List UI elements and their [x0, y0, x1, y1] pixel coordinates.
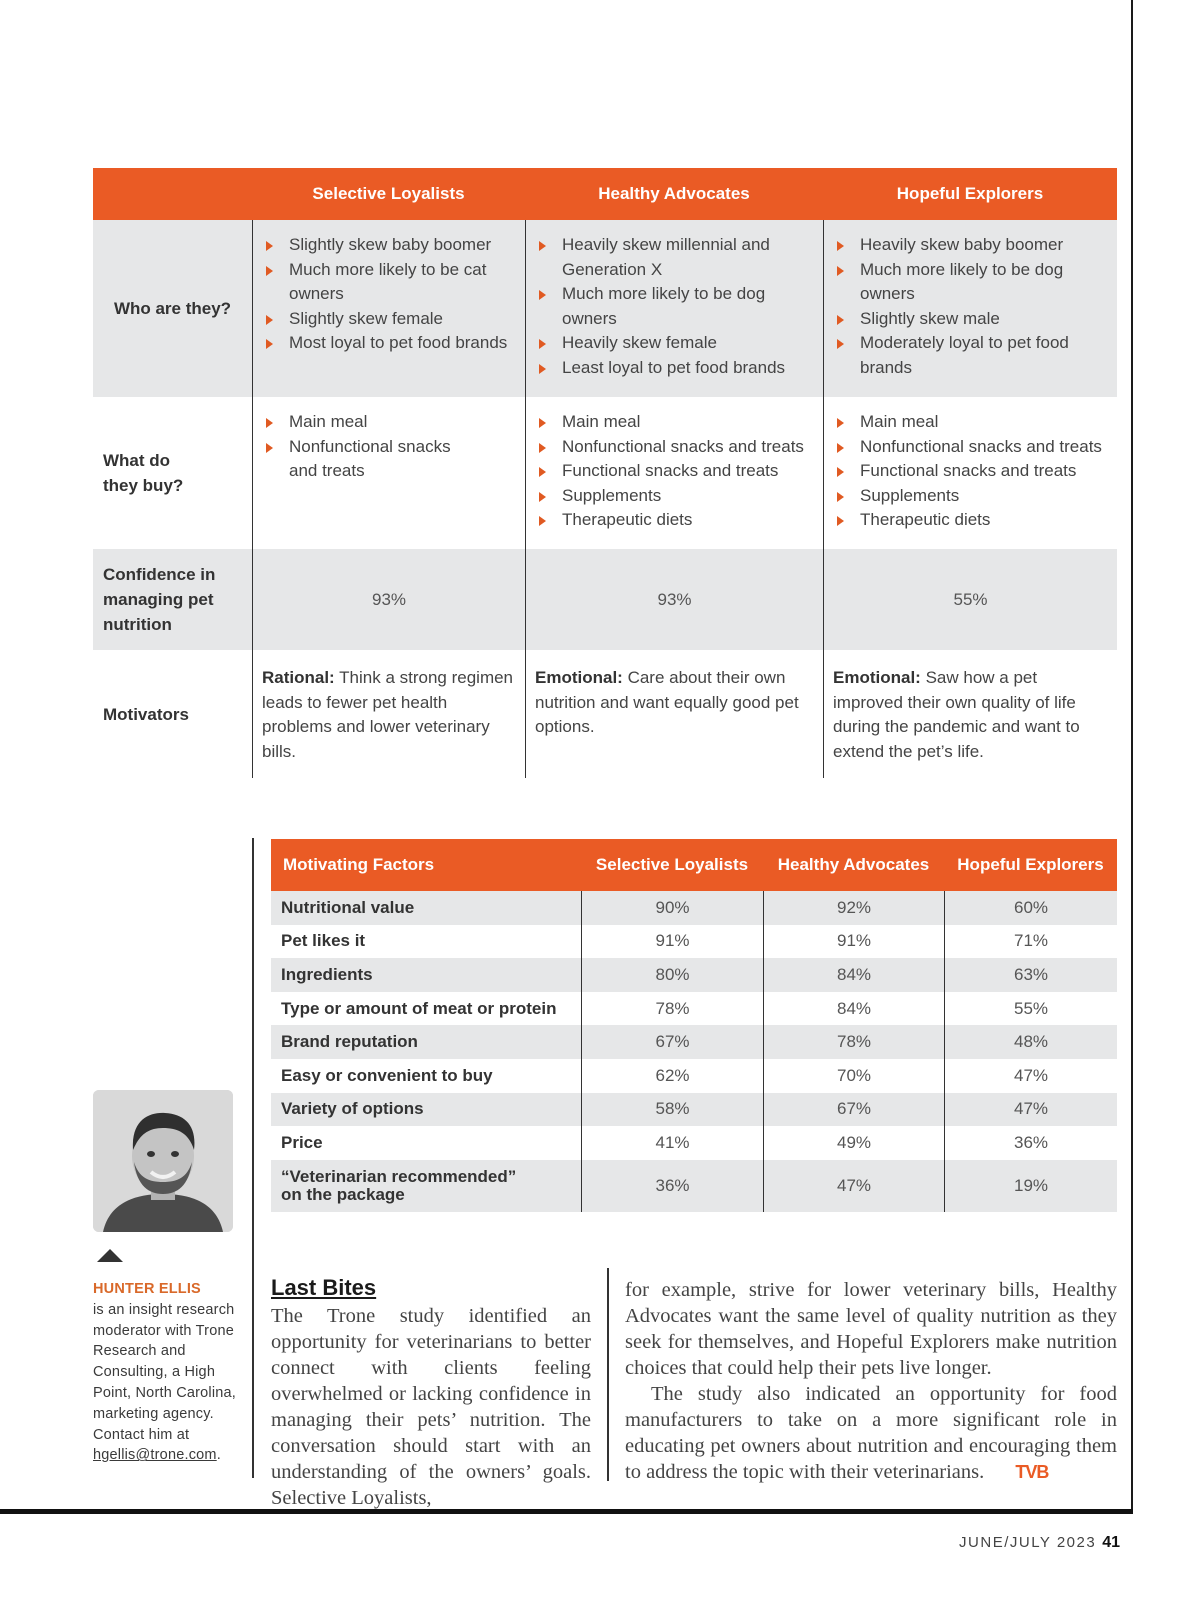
list-item: Main meal: [263, 410, 517, 435]
list-item: Therapeutic diets: [536, 508, 815, 533]
bullet-list: [824, 397, 1117, 543]
column-header: Selective Loyalists: [595, 855, 749, 874]
author-photo: [93, 1090, 233, 1232]
article-paragraph: for example, strive for lower veterinary bills, Healthy Advocates want the same level of quality nutrition as they seek for themselves, and Hopeful Explorers make nutrition choices that could help their pets live longer.: [625, 1279, 1117, 1379]
table-row: Type or amount of meat or protein 78% 84% 55%: [271, 992, 1117, 1026]
list-item: Least loyal to pet food brands: [536, 356, 815, 381]
article-column-1: The Trone study identified an opportunity for veterinarians to better connect with clients feeling overwhelmed or lacking confidence in managing their pets’ nutrition. The conversation should start with an understanding of the owners’ goals. Selective Loyalists,: [271, 1305, 591, 1509]
author-description: is an insight research moderator with Trone Research and Consulting, a High Point, North Carolina, marketing agency. Contact him at: [93, 1301, 237, 1443]
table-row: Variety of options 58% 67% 47%: [271, 1093, 1117, 1127]
list-item: Functional snacks and treats: [536, 459, 815, 484]
table-row: “Veterinarian recommended” on the package 36% 47% 19%: [271, 1160, 1117, 1212]
table-row: Price 41% 49% 36%: [271, 1126, 1117, 1160]
column-divider: [607, 1268, 609, 1481]
list-item: Slightly skew male: [834, 307, 1109, 332]
author-bio: HUNTER ELLIS is an insight research moderator with Trone Research and Consulting, a High Point, North Carolina, marketing agency. Contact him at hgellis@trone.com.: [93, 1281, 237, 1464]
list-item: Most loyal to pet food brands: [263, 331, 517, 356]
bullet-list: [824, 220, 1117, 391]
list-item: Supplements: [536, 484, 815, 509]
list-item: Functional snacks and treats: [834, 459, 1109, 484]
factors-table-header: [271, 839, 1117, 891]
confidence-value: 93%: [657, 589, 692, 609]
column-header: Hopeful Explorers: [957, 855, 1104, 874]
tvb-end-mark: TVB: [1015, 1462, 1049, 1482]
bullet-list: [253, 220, 525, 366]
row-label: Motivators: [103, 704, 189, 724]
article-heading: Last Bites: [271, 1275, 377, 1300]
row-label: What do they buy?: [103, 451, 184, 495]
table-row: Ingredients 80% 84% 63%: [271, 958, 1117, 992]
author-email-link[interactable]: hgellis@trone.com: [93, 1447, 217, 1464]
list-item: Heavily skew baby boomer: [834, 233, 1109, 258]
list-item: Much more likely to be dog owners: [536, 282, 815, 331]
list-item: Nonfunctional snacks and treats: [263, 435, 517, 484]
persona-table: [93, 168, 1117, 778]
who-row: [93, 220, 1117, 397]
row-label: Confidence in managing pet nutrition: [103, 565, 216, 634]
confidence-row: [93, 549, 1117, 650]
confidence-value: 93%: [371, 589, 407, 609]
list-item: Therapeutic diets: [834, 508, 1109, 533]
list-item: Slightly skew baby boomer: [263, 233, 517, 258]
list-item: Moderately loyal to pet food brands: [834, 331, 1109, 380]
table-row: Nutritional value 90% 92% 60%: [271, 891, 1117, 925]
list-item: Main meal: [536, 410, 815, 435]
footer-rule: [0, 1509, 1133, 1514]
list-item: Nonfunctional snacks and treats: [536, 435, 815, 460]
list-item: Much more likely to be dog owners: [834, 258, 1109, 307]
list-item: Nonfunctional snacks and treats: [834, 435, 1109, 460]
bullet-list: [526, 397, 823, 543]
buy-row: [93, 397, 1117, 549]
column-header: Hopeful Explorers: [896, 184, 1044, 203]
caret-up-icon: [97, 1249, 123, 1262]
column-header: Healthy Advocates: [777, 855, 930, 874]
motivator-text: Emotional: Saw how a pet improved their own quality of life during the pandemic and want to extend the pet’s life.: [833, 668, 1080, 761]
list-item: Heavily skew millennial and Generation X: [536, 233, 815, 282]
column-divider: [252, 838, 254, 1478]
motivator-text: Emotional: Care about their own nutrition and want equally good pet options.: [535, 668, 799, 737]
motivator-text: Rational: Think a strong regimen leads to fewer pet health problems and lower veterinary bills.: [262, 668, 514, 761]
column-header: Selective Loyalists: [312, 184, 465, 203]
column-header: Healthy Advocates: [598, 184, 750, 203]
list-item: Supplements: [834, 484, 1109, 509]
article-paragraph: The study also indicated an opportunity for food manufacturers to take on a more significant role in educating pet owners about nutrition and encouraging them to address the topic with their veterinarians. TVB: [625, 1383, 1117, 1483]
author-name: HUNTER ELLIS: [93, 1281, 201, 1297]
article-column-2: [625, 1277, 1117, 1485]
row-label: Who are they?: [113, 299, 232, 318]
list-item: Main meal: [834, 410, 1109, 435]
issue-date: JUNE/JULY 2023: [959, 1534, 1097, 1551]
confidence-value: 55%: [953, 589, 988, 609]
page-edge-rule: [1131, 0, 1133, 1510]
table-row: Pet likes it 91% 91% 71%: [271, 925, 1117, 959]
page-number: 41: [1102, 1534, 1120, 1551]
list-item: Much more likely to be cat owners: [263, 258, 517, 307]
list-item: Heavily skew female: [536, 331, 815, 356]
column-header: Motivating Factors: [283, 855, 435, 874]
bullet-list: [253, 397, 525, 494]
bullet-list: [526, 220, 823, 391]
table-row: Easy or convenient to buy 62% 70% 47%: [271, 1059, 1117, 1093]
motivators-row: [93, 650, 1117, 778]
factors-table: [271, 839, 1117, 1212]
persona-table-header: [93, 168, 1117, 220]
list-item: Slightly skew female: [263, 307, 517, 332]
page-folio: [959, 1534, 1120, 1552]
table-row: Brand reputation 67% 78% 48%: [271, 1025, 1117, 1059]
